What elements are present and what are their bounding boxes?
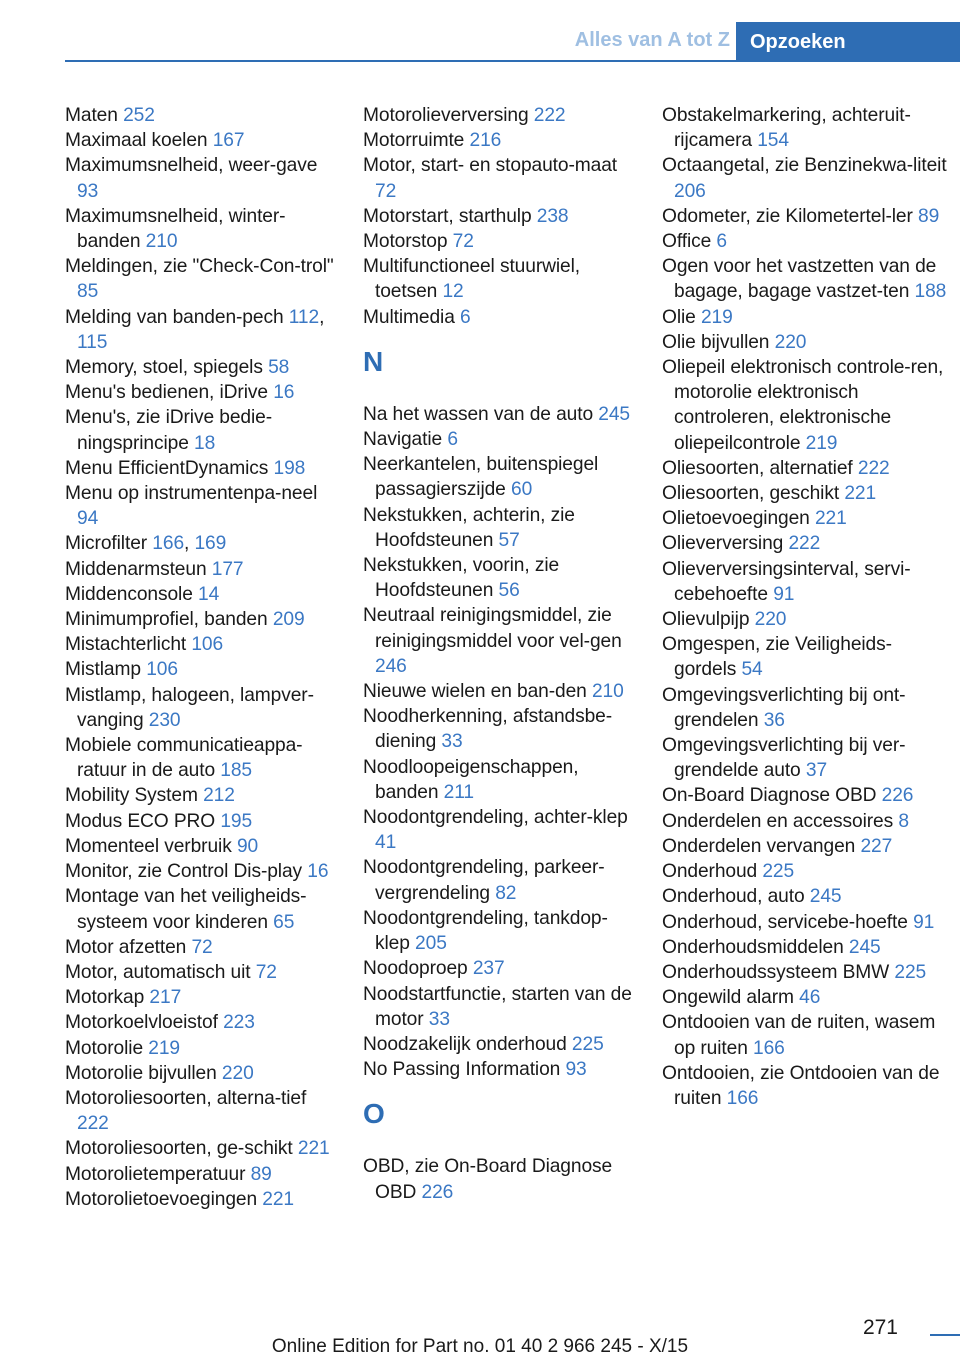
page-reference-link[interactable]: 246 (375, 655, 407, 677)
page-reference-link[interactable]: 85 (77, 281, 99, 303)
page-reference-link[interactable]: 221 (814, 508, 847, 530)
index-entry (363, 755, 638, 805)
page-reference-link[interactable]: 185 (220, 760, 252, 782)
index-entry-term: Oliesoorten, alternatief (662, 457, 853, 479)
index-entry (662, 330, 952, 355)
page-reference-link[interactable]: 223 (223, 1012, 255, 1034)
index-entry-term: Multifunctioneel stuurwiel, toetsen (363, 256, 580, 303)
index-entry (65, 1036, 340, 1061)
index-entry-term: Mistachterlicht (65, 634, 187, 656)
index-entry (65, 657, 340, 682)
page-reference-link[interactable]: 252 (123, 105, 155, 126)
index-entry-term: Odometer, zie Kilometertel-ler (662, 205, 913, 227)
index-entry-term: Noodontgrendeling, tankdop-klep (363, 907, 608, 955)
index-entry-term: Onderdelen en accessoires (662, 810, 894, 832)
index-entry (65, 935, 340, 960)
index-entry-term: Menu op instrumentenpa-neel (65, 483, 318, 505)
index-entry (662, 834, 952, 859)
page-reference-link[interactable]: 219 (700, 306, 733, 328)
index-entry-term: Omgevingsverlichting bij ont-grendelen (662, 684, 906, 731)
index-entry-term: Octaangetal, zie Benzinekwa-liteit (662, 155, 947, 177)
index-entry (662, 531, 952, 556)
page-number: 271 (862, 1316, 898, 1339)
page-reference-link[interactable]: 58 (268, 357, 290, 379)
index-entry (363, 982, 638, 1032)
index-entry (363, 128, 638, 153)
index-entry-term: Oliesoorten, geschikt (662, 483, 840, 505)
index-entry (662, 1010, 952, 1060)
index-entry-term: Ongewild alarm (662, 987, 794, 1009)
index-entry-term: Mistlamp (65, 659, 141, 681)
index-entry-term: Motoroliesoorten, ge-schikt (65, 1138, 293, 1160)
index-entry-term: Monitor, zie Control Dis-play (65, 861, 303, 883)
index-entry (363, 103, 638, 128)
index-entry-term: Nieuwe wielen en ban-den (363, 681, 587, 703)
index-column-3 (662, 103, 952, 1111)
page-reference-link[interactable]: 91 (913, 911, 935, 933)
page-reference-link[interactable]: 94 (77, 508, 99, 530)
index-entry-term: Ogen voor het vastzetten van de bagage, bagage vastzet-ten (662, 256, 937, 303)
page-reference-link[interactable]: 167 (212, 130, 245, 152)
index-entry-term: Motorolietemperatuur (65, 1163, 246, 1185)
index-entry: Melding van banden-pech 112, 115 (65, 306, 325, 353)
index-entry-term: Omgespen, zie Veiligheids-gordels (662, 634, 892, 681)
index-entry-term: Olievulpijp (662, 609, 750, 631)
page-reference-link[interactable]: 82 (495, 882, 517, 904)
page-reference-link[interactable]: 6 (460, 306, 471, 328)
index-entry (662, 1061, 952, 1111)
index-entry (662, 632, 952, 682)
page-reference-link[interactable]: 226 (421, 1181, 454, 1203)
index-entry (65, 456, 340, 481)
index-entry (363, 956, 638, 981)
index-entry-term: Olieverversingsinterval, servi-cebehoefte (662, 558, 911, 605)
page-reference-link[interactable]: 57 (498, 529, 520, 551)
page-reference-link[interactable]: 221 (844, 483, 877, 505)
index-entry-term: Olie bijvullen (662, 331, 770, 353)
index-entry (65, 204, 340, 254)
index-entry (363, 1154, 638, 1204)
index-entry (662, 456, 952, 481)
page-reference-link[interactable]: 221 (297, 1138, 330, 1160)
index-entry-term: Olie (662, 306, 696, 328)
index-entry (65, 683, 340, 733)
index-entry (65, 582, 340, 607)
header-rule (65, 60, 960, 62)
page-reference-link[interactable]: 6 (447, 429, 458, 451)
index-entry-term: Middenconsole (65, 583, 193, 605)
index-entry-term: Motorolietoevoegingen (65, 1188, 258, 1210)
page-reference-link[interactable]: 225 (762, 861, 795, 883)
index-entry (662, 103, 952, 153)
index-entry (363, 503, 638, 553)
page-reference-link[interactable]: 222 (77, 1113, 109, 1135)
index-entry-term: Motorkoelvloeistof (65, 1012, 218, 1034)
index-entry-term: Olieverversing (662, 533, 784, 555)
index-entry (363, 1057, 638, 1082)
index-entry-term: Melding van banden-pech (65, 306, 284, 328)
index-entry (363, 229, 638, 254)
page-reference-link[interactable]: 106 (191, 634, 224, 656)
index-entry-term: Onderhoudsmiddelen (662, 936, 844, 958)
index-entry-term: Momenteel verbruik (65, 835, 232, 857)
page-reference-link[interactable]: 209 (272, 609, 305, 631)
page-reference-link[interactable]: 169 (194, 533, 227, 555)
index-entry (65, 1061, 340, 1086)
index-letter-heading: O (363, 1098, 385, 1130)
index-entry-term: Modus ECO PRO (65, 810, 216, 832)
index-entry (65, 859, 340, 884)
page-reference-link[interactable]: 220 (774, 331, 807, 353)
page-reference-link[interactable]: 220 (754, 609, 787, 631)
index-entry-term: Onderhoud, auto (662, 886, 805, 908)
page-reference-link[interactable]: 210 (591, 681, 624, 703)
index-entry-term: OBD, zie On-Board Diagnose OBD (363, 1156, 613, 1203)
page-reference-link[interactable]: 89 (250, 1163, 272, 1185)
page-reference-link[interactable]: 195 (220, 810, 253, 832)
index-entry (65, 557, 340, 582)
index-entry (65, 607, 340, 632)
page-reference-link[interactable]: 106 (146, 659, 178, 681)
index-entry (363, 204, 638, 229)
index-entry-term: Montage van het veiligheids-systeem voor kinderen (65, 886, 307, 933)
index-entry-term: Motorkap (65, 987, 145, 1009)
page-reference-link[interactable]: 16 (307, 861, 329, 883)
page-reference-link[interactable]: 219 (805, 432, 838, 454)
index-entry (65, 809, 340, 834)
page-reference-link[interactable]: 222 (533, 105, 566, 126)
page-reference-link[interactable]: 225 (571, 1033, 604, 1055)
page-reference-link[interactable]: 93 (77, 180, 99, 202)
index-entry (363, 402, 638, 427)
index-entry (662, 985, 952, 1010)
index-entry (65, 1086, 340, 1136)
index-entry (65, 632, 340, 657)
index-entry (662, 153, 952, 203)
page-reference-link[interactable]: 18 (194, 432, 216, 454)
index-entry (662, 204, 952, 229)
index-entry (65, 783, 340, 808)
index-entry-term: Oliepeil elektronisch controle-ren, motorolie elektronisch controleren, elektronische oliepeilcontrole (662, 357, 944, 454)
page-reference-link[interactable]: 166 (726, 1087, 759, 1109)
page-reference-link[interactable]: 245 (809, 886, 842, 908)
index-entry (363, 603, 638, 679)
index-entry-term: Memory, stoel, spiegels (65, 357, 263, 379)
index-entry-term: Navigatie (363, 429, 443, 451)
index-entry-term: Mobiele communicatieappa-ratuur in de auto (65, 735, 303, 782)
page-reference-link[interactable]: 216 (469, 130, 502, 152)
page-reference-link[interactable]: 221 (262, 1188, 294, 1210)
page-reference-link[interactable]: 225 (894, 961, 927, 983)
index-entry-term: Omgevingsverlichting bij ver-grendelde auto (662, 735, 906, 782)
page-reference-link[interactable]: 220 (221, 1062, 254, 1084)
page-reference-link[interactable]: 60 (511, 479, 533, 501)
index-entry (363, 305, 638, 330)
index-entry-term: Menu's, zie iDrive bedie-ningsprincipe (65, 407, 272, 454)
index-entry (363, 704, 638, 754)
page-reference-link[interactable]: 177 (211, 558, 244, 580)
section-title: Alles van A tot Z (574, 29, 730, 51)
index-entry (65, 1162, 340, 1187)
page-reference-link[interactable]: 12 (442, 281, 464, 303)
page-reference-link[interactable]: 212 (203, 785, 235, 807)
index-entry-term: Motorolie (65, 1037, 144, 1059)
index-entry-term: Onderhoudssysteem BMW (662, 961, 890, 983)
page-reference-link[interactable]: 219 (148, 1037, 180, 1059)
page-reference-link[interactable]: 90 (236, 835, 259, 857)
index-entry-term: Maximumsnelheid, winter-banden (65, 205, 286, 253)
index-entry (363, 855, 638, 905)
page-reference-link[interactable]: 226 (881, 785, 914, 807)
index-entry (363, 1032, 638, 1057)
index-entry (662, 481, 952, 506)
index-entry-term: Maximumsnelheid, weer-gave (65, 155, 318, 177)
index-entry-term: Motorolieverversing (363, 105, 529, 126)
index-entry-term: Motorstart, starthulp (363, 205, 532, 227)
index-entry (363, 427, 638, 452)
page-reference-link[interactable]: 41 (375, 832, 397, 854)
index-entry (65, 254, 340, 304)
index-entry-term: Onderhoud, servicebe-hoefte (662, 911, 908, 933)
index-entry-term: Ontdooien van de ruiten, wasem op ruiten (662, 1012, 936, 1059)
page-reference-link[interactable]: 46 (799, 987, 821, 1009)
index-entry-term: Motorstop (363, 231, 448, 253)
page-reference-link[interactable]: 33 (441, 731, 463, 753)
index-entry (662, 506, 952, 531)
index-entry (65, 355, 340, 380)
index-entry (65, 1187, 340, 1212)
index-column-1 (65, 103, 340, 1212)
index-entry (662, 910, 952, 935)
page-reference-link[interactable]: 6 (716, 231, 727, 253)
index-entry-term: Noodzakelijk onderhoud (363, 1033, 567, 1055)
index-entry (363, 553, 638, 603)
page-reference-link[interactable]: 91 (773, 583, 795, 605)
index-entry-term: Neerkantelen, buitenspiegel passagierszijde (363, 454, 599, 501)
index-entry-term: Noodherkenning, afstandsbe-diening (363, 706, 613, 753)
page-reference-link[interactable]: 166 (753, 1037, 785, 1059)
index-entry (65, 884, 340, 934)
index-entry-term: Olietoevoegingen (662, 508, 810, 530)
index-entry-term: Neutraal reinigingsmiddel, zie reinigingsmiddel voor vel-gen (363, 605, 622, 652)
page-reference-link[interactable]: 37 (805, 760, 828, 782)
index-entry (363, 906, 638, 956)
index-entry (662, 305, 952, 330)
index-entry-term: Motorruimte (363, 130, 465, 152)
index-entry (65, 1136, 340, 1161)
index-entry (65, 405, 340, 455)
index-entry (662, 683, 952, 733)
index-entry-term: Minimumprofiel, banden (65, 609, 268, 631)
page-reference-link[interactable]: 198 (273, 457, 306, 479)
index-entry (65, 834, 340, 859)
page-reference-link[interactable]: 230 (148, 709, 181, 731)
index-entry (65, 481, 340, 531)
index-entry (65, 380, 340, 405)
page-reference-link[interactable]: 245 (598, 403, 630, 425)
index-entry-term: Menu EfficientDynamics (65, 457, 269, 479)
page-reference-link[interactable]: 222 (857, 457, 890, 479)
page-reference-link[interactable]: 188 (914, 281, 947, 303)
index-entry-term: Meldingen, zie "Check-Con-trol" (65, 256, 334, 278)
index-entry-term: Motoroliesoorten, alterna-tief (65, 1087, 307, 1109)
page-reference-link[interactable]: 237 (472, 958, 505, 980)
index-entry-term: Middenarmsteun (65, 558, 207, 580)
page-reference-link[interactable]: 222 (788, 533, 821, 555)
index-entry-term: Noodontgrendeling, parkeer-vergrendeling (363, 857, 605, 904)
page-reference-link[interactable]: 211 (443, 781, 474, 803)
page-reference-link[interactable]: 72 (191, 936, 213, 958)
footer-edition: Online Edition for Part no. 01 40 2 966 245 - X/15 (271, 1336, 689, 1357)
index-letter-heading: N (363, 345, 384, 377)
index-entry (65, 153, 340, 203)
index-entry (662, 960, 952, 985)
index-entry (363, 679, 638, 704)
index-entry (662, 884, 952, 909)
page-reference-link[interactable]: 33 (428, 1008, 450, 1030)
page-reference-link[interactable]: 227 (860, 835, 893, 857)
page-reference-link[interactable]: 93 (565, 1059, 587, 1081)
index-entry (662, 859, 952, 884)
page-reference-link[interactable]: 245 (848, 936, 881, 958)
page-reference-link[interactable]: 65 (273, 911, 295, 933)
section-tab-opzoeken: Opzoeken (736, 22, 960, 60)
page-reference-link[interactable]: 16 (273, 382, 295, 404)
index-entry-term: On-Board Diagnose OBD (662, 785, 877, 807)
index-entry-term: Onderhoud (662, 861, 758, 883)
index-entry (662, 355, 952, 456)
page-reference-link[interactable]: 217 (149, 987, 182, 1009)
index-entry-term: Na het wassen van de auto (363, 403, 594, 425)
index-entry-term: Motorolie bijvullen (65, 1062, 217, 1084)
index-column-2 (363, 103, 638, 1205)
page-reference-link[interactable]: 166 (152, 533, 185, 555)
index-entry-term: Noodontgrendeling, achter-klep (363, 807, 628, 829)
index-entry (65, 985, 340, 1010)
index-entry (363, 254, 638, 304)
index-entry: Microfilter 166, 169 (65, 533, 227, 555)
index-entry (662, 783, 952, 808)
index-entry-term: Microfilter (65, 533, 148, 555)
page-reference-link[interactable]: 72 (255, 961, 277, 983)
index-entry-term: Maten (65, 105, 118, 126)
page-reference-link[interactable]: 72 (452, 231, 474, 253)
page-reference-link[interactable]: 8 (898, 810, 909, 832)
index-entry (662, 935, 952, 960)
index-entry (662, 557, 952, 607)
index-entry (65, 1010, 340, 1035)
index-entry-term: Noodoproep (363, 958, 468, 980)
index-entry-term: Mobility System (65, 785, 198, 807)
index-entry-term: Motor, automatisch uit (65, 961, 251, 983)
index-entry-term: Mistlamp, halogeen, lampver-vanging (65, 684, 314, 731)
index-entry-term: Noodstartfunctie, starten van de motor (363, 983, 632, 1030)
index-entry (363, 153, 638, 203)
index-entry-term: Nekstukken, achterin, zie Hoofdsteunen (363, 504, 575, 551)
index-entry-term: Nekstukken, voorin, zie Hoofdsteunen (363, 555, 560, 602)
page-reference-link[interactable]: 36 (763, 709, 785, 731)
index-entry (363, 452, 638, 502)
index-entry (662, 733, 952, 783)
index-entry-term: Menu's bedienen, iDrive (65, 382, 268, 404)
index-entry-term: Motor afzetten (65, 936, 187, 958)
index-entry (65, 733, 340, 783)
index-entry-term: Noodloopeigenschappen, banden (363, 756, 579, 803)
index-entry-term: Ontdooien, zie Ontdooien van de ruiten (662, 1062, 940, 1109)
page-reference-link[interactable]: 238 (536, 205, 569, 227)
index-entry (65, 103, 340, 128)
page-reference-link[interactable]: 210 (145, 231, 178, 253)
page-reference-link[interactable]: 206 (674, 180, 706, 202)
page-reference-link[interactable]: 14 (198, 583, 220, 605)
page-reference-link[interactable]: 112 (288, 306, 320, 328)
index-entry-term: Office (662, 231, 712, 253)
index-entry (363, 805, 638, 855)
index-entry (65, 128, 340, 153)
index-entry (65, 960, 340, 985)
index-entry-term: Multimedia (363, 306, 455, 328)
page-reference-link[interactable]: 54 (741, 659, 763, 681)
index-entry (662, 229, 952, 254)
page-reference-link[interactable]: 115 (77, 331, 108, 353)
index-entry (662, 254, 952, 304)
page-reference-link[interactable]: 205 (415, 933, 447, 955)
index-entry-term: Onderdelen vervangen (662, 835, 856, 857)
index-entry-term: No Passing Information (363, 1059, 561, 1081)
page-reference-link[interactable]: 72 (375, 180, 397, 202)
page-reference-link[interactable]: 154 (757, 130, 789, 152)
index-entry-term: Obstakelmarkering, achteruit-rijcamera (662, 105, 911, 152)
index-entry (662, 607, 952, 632)
index-entry (662, 809, 952, 834)
page-reference-link[interactable]: 89 (918, 205, 940, 227)
page-reference-link[interactable]: 56 (498, 580, 520, 602)
index-entry-term: Maximaal koelen (65, 130, 208, 152)
index-entry-term: Motor, start- en stopauto-maat (363, 155, 618, 177)
